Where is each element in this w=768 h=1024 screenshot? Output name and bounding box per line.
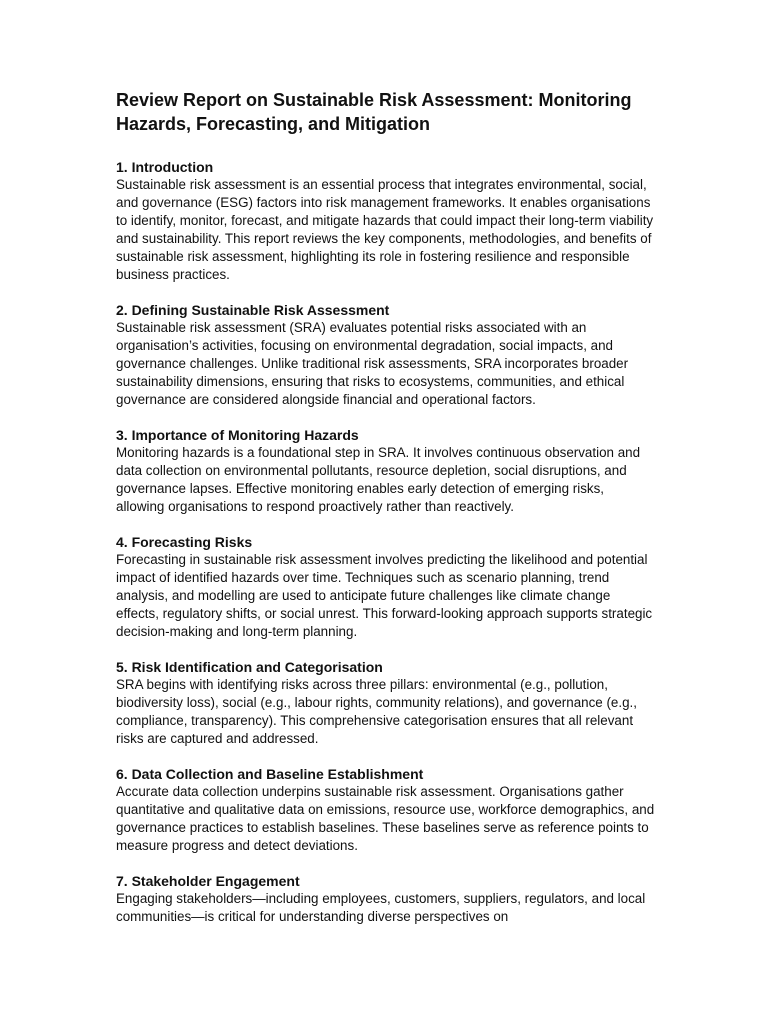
section-body: Sustainable risk assessment (SRA) evaluates potential risks associated with an organisation’s activities, focusing on environmental degradation, social impacts, and governance challenges. Unlike traditional risk assessments, SRA incorporates broader sustainability dimensions, ensuring that risks to ecosystems, communities, and ethical governance are considered alongside financial and operational factors.: [116, 320, 629, 407]
section-heading: 2. Defining Sustainable Risk Assessment: [116, 302, 390, 318]
section-body: Sustainable risk assessment is an essential process that integrates environmental, social, and governance (ESG) factors into risk management frameworks. It enables organisations to identify, monitor, forecast, and mitigate hazards that could impact their long-term viability and sustainability. This report reviews the key components, methodologies, and benefits of sustainable risk assessment, highlighting its role in fostering resilience and responsible business practices.: [116, 177, 654, 282]
section-risk-identification: [116, 658, 656, 748]
section-heading: 3. Importance of Monitoring Hazards: [116, 427, 359, 443]
section-heading: 1. Introduction: [116, 159, 214, 175]
section-data-collection: [116, 765, 656, 855]
section-monitoring-hazards: [116, 426, 656, 516]
section-heading: 7. Stakeholder Engagement: [116, 873, 300, 889]
document-content: [116, 88, 656, 926]
section-forecasting-risks: [116, 533, 656, 641]
document-title: Review Report on Sustainable Risk Assessment: Monitoring Hazards, Forecasting, and Mitigation: [116, 90, 632, 134]
section-body: Accurate data collection underpins sustainable risk assessment. Organisations gather quantitative and qualitative data on emissions, resource use, workforce demographics, and governance practices to establish baselines. These baselines serve as reference points to measure progress and detect deviations.: [116, 784, 655, 853]
section-body: Forecasting in sustainable risk assessment involves predicting the likelihood and potential impact of identified hazards over time. Techniques such as scenario planning, trend analysis, and modelling are used to anticipate future challenges like climate change effects, regulatory shifts, or social unrest. This forward-looking approach supports strategic decision-making and long-term planning.: [116, 552, 653, 639]
section-heading: 6. Data Collection and Baseline Establishment: [116, 766, 424, 782]
section-heading: 4. Forecasting Risks: [116, 534, 253, 550]
section-body: Engaging stakeholders—including employees, customers, suppliers, regulators, and local communities—is critical for understanding diverse perspectives on: [116, 891, 646, 924]
section-body: Monitoring hazards is a foundational step in SRA. It involves continuous observation and data collection on environmental pollutants, resource depletion, social disruptions, and governance lapses. Effective monitoring enables early detection of emerging risks, allowing organisations to respond proactively rather than reactively.: [116, 445, 641, 514]
section-defining-sra: [116, 301, 656, 409]
section-stakeholder-engagement: [116, 872, 656, 926]
section-introduction: [116, 158, 656, 284]
section-heading: 5. Risk Identification and Categorisation: [116, 659, 383, 675]
section-body: SRA begins with identifying risks across three pillars: environmental (e.g., pollution, biodiversity loss), social (e.g., labour rights, community relations), and governance (e.g., compliance, transparency). This comprehensive categorisation ensures that all relevant risks are captured and addressed.: [116, 677, 637, 746]
